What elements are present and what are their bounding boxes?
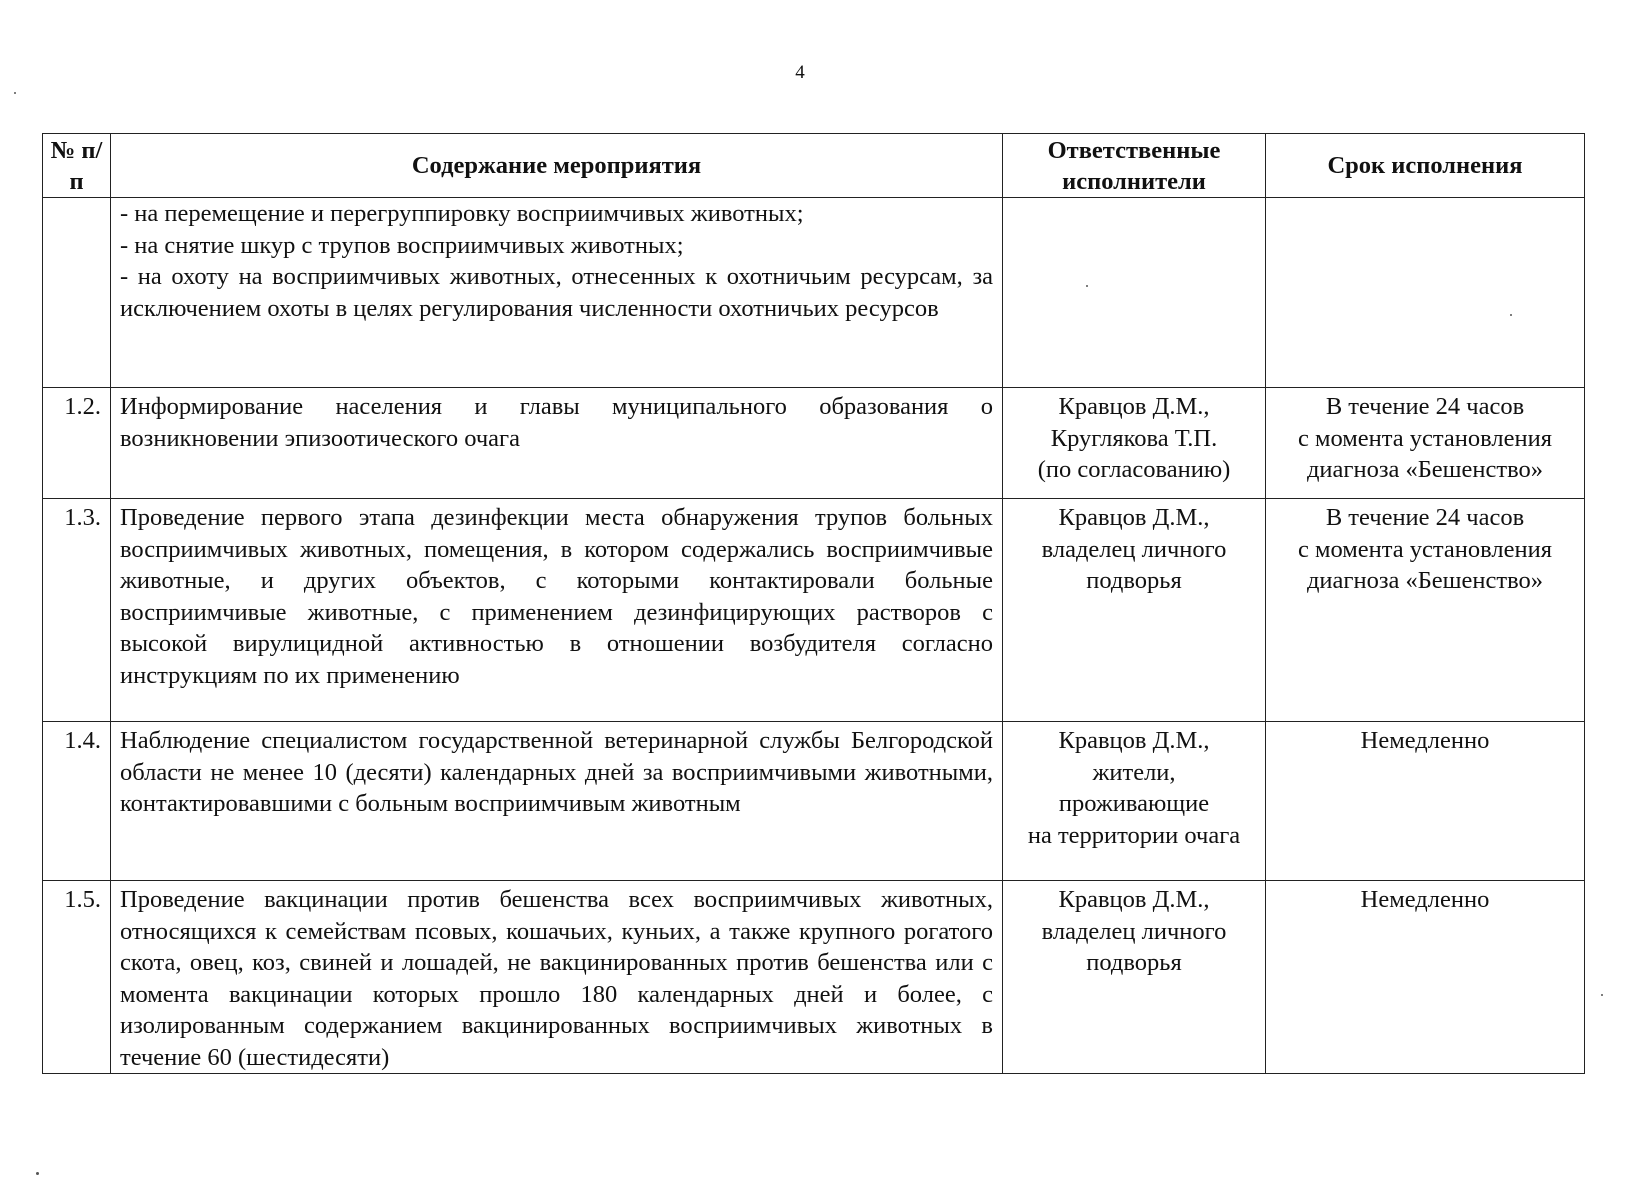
term-line: Немедленно bbox=[1360, 727, 1490, 754]
row-term bbox=[1266, 499, 1585, 722]
content-line: - на снятие шкур с трупов восприимчивых животных; bbox=[120, 231, 684, 259]
term-line: В течение 24 часов bbox=[1325, 504, 1525, 531]
table-row bbox=[43, 722, 1585, 881]
scan-speck bbox=[1601, 994, 1603, 996]
responsible-line: Кравцов Д.М., bbox=[1058, 727, 1210, 754]
table-row-continuation bbox=[43, 198, 1585, 388]
row-content-cell bbox=[111, 198, 1003, 388]
content-line: - на охоту на восприимчивых животных, отнесенных к охотничьим ресурсам, за исключением охоты в целях регулирования численности охотничьих ресурсов bbox=[120, 263, 993, 322]
responsible-line: подворья bbox=[1086, 949, 1182, 976]
responsible-line: Кравцов Д.М., bbox=[1058, 504, 1210, 531]
row-num: 1.3. bbox=[43, 499, 111, 722]
header-responsible: Ответственные исполнители bbox=[1003, 134, 1266, 198]
row-responsible bbox=[1003, 499, 1266, 722]
scan-speck bbox=[36, 1172, 39, 1175]
scan-speck bbox=[1086, 285, 1088, 287]
row-num: 1.4. bbox=[43, 722, 111, 881]
responsible-line: (по согласованию) bbox=[1037, 456, 1231, 483]
header-content: Содержание мероприятия bbox=[111, 134, 1003, 198]
row-term bbox=[1266, 881, 1585, 1074]
row-term bbox=[1266, 388, 1585, 499]
row-content: Проведение первого этапа дезинфекции места обнаружения трупов больных восприимчивых животных, помещения, в котором содержались восприимчивые животные, и других объектов, с которыми контактировали больные восприимчивые животные, с применением дезинфицирующих растворов с высокой вирулицидной активностью в отношении возбудителя согласно инструкциям по их применению bbox=[111, 499, 1003, 722]
scan-speck bbox=[1510, 314, 1512, 316]
content-line: - на перемещение и перегруппировку восприимчивых животных; bbox=[120, 200, 804, 227]
table-row bbox=[43, 388, 1585, 499]
term-line: В течение 24 часов bbox=[1325, 393, 1525, 420]
responsible-line: проживающие bbox=[1058, 790, 1210, 817]
responsible-line: владелец личного bbox=[1041, 917, 1227, 945]
row-term-cell bbox=[1266, 198, 1585, 388]
table-row bbox=[43, 881, 1585, 1074]
term-line: Немедленно bbox=[1360, 886, 1490, 913]
scan-speck bbox=[14, 92, 16, 94]
responsible-line: Кравцов Д.М., bbox=[1058, 393, 1210, 420]
row-responsible bbox=[1003, 722, 1266, 881]
measures-table bbox=[42, 133, 1585, 1074]
term-line: с момента установления bbox=[1298, 535, 1552, 563]
responsible-line: подворья bbox=[1086, 567, 1182, 594]
responsible-line: жители, bbox=[1092, 758, 1176, 786]
term-line: с момента установления bbox=[1298, 424, 1552, 452]
responsible-line: владелец личного bbox=[1041, 535, 1227, 563]
row-responsible bbox=[1003, 881, 1266, 1074]
responsible-line: Кравцов Д.М., bbox=[1058, 886, 1210, 913]
row-term bbox=[1266, 722, 1585, 881]
header-num: № п/п bbox=[43, 134, 111, 198]
row-content: Информирование населения и главы муниципального образования о возникновении эпизоотического очага bbox=[111, 388, 1003, 499]
responsible-line: Круглякова Т.П. bbox=[1050, 424, 1218, 452]
row-content: Наблюдение специалистом государственной ветеринарной службы Белгородской области не менее 10 (десяти) календарных дней за восприимчивыми животными, контактировавшими с больным восприимчивым животным bbox=[111, 722, 1003, 881]
term-line: диагноза «Бешенство» bbox=[1306, 456, 1544, 483]
row-responsible-cell bbox=[1003, 198, 1266, 388]
page-number: 4 bbox=[795, 62, 805, 83]
row-num-cell bbox=[43, 198, 111, 388]
header-term: Срок исполнения bbox=[1266, 134, 1585, 198]
term-line: диагноза «Бешенство» bbox=[1306, 567, 1544, 594]
row-num: 1.5. bbox=[43, 881, 111, 1074]
row-responsible bbox=[1003, 388, 1266, 499]
table-row bbox=[43, 499, 1585, 722]
row-content: Проведение вакцинации против бешенства всех восприимчивых животных, относящихся к семействам псовых, кошачьих, куньих, а также крупного рогатого скота, овец, коз, свиней и лошадей, не вакцинированных против бешенства или с момента вакцинации которых прошло 180 календарных дней и более, с изолированным содержанием вакцинированных восприимчивых животных в течение 60 (шестидесяти) bbox=[111, 881, 1003, 1074]
responsible-line: на территории очага bbox=[1027, 821, 1241, 849]
row-num: 1.2. bbox=[43, 388, 111, 499]
table-header-row bbox=[43, 134, 1585, 198]
